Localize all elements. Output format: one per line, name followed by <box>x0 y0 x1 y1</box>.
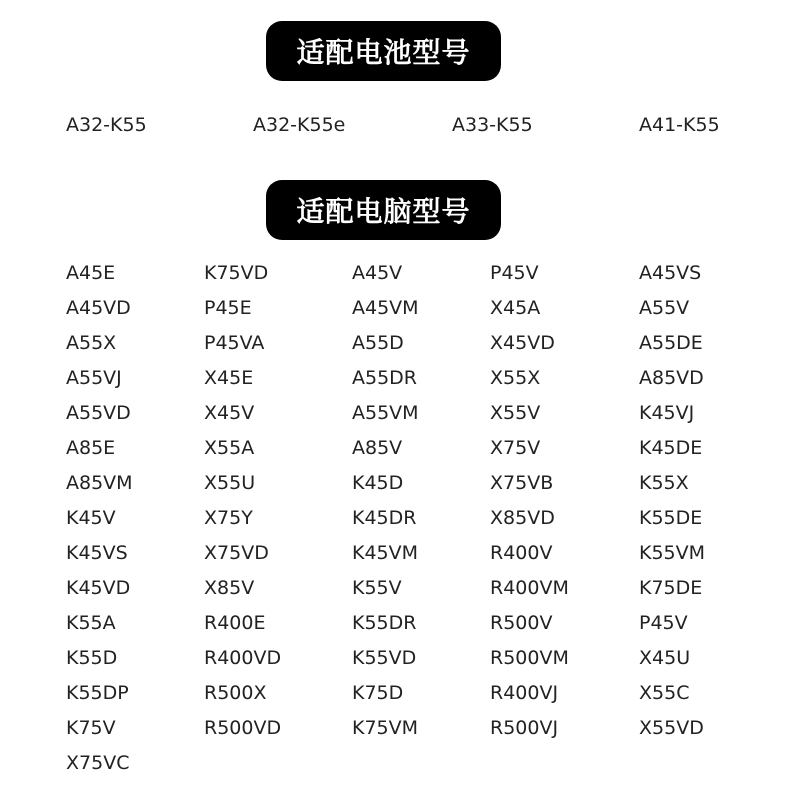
laptop-model-item: X55X <box>490 367 541 389</box>
battery-model-item: A41-K55 <box>639 114 720 136</box>
laptop-model-item: K55A <box>66 612 116 634</box>
laptop-model-item: R400E <box>204 612 266 634</box>
laptop-model-item: X45VD <box>490 332 555 354</box>
battery-model-item: A33-K55 <box>452 114 533 136</box>
laptop-model-item: A55VD <box>66 402 131 424</box>
laptop-model-item: X45U <box>639 647 691 669</box>
laptop-model-item: A45V <box>352 262 403 284</box>
battery-model-list <box>0 111 800 139</box>
laptop-model-item: X55C <box>639 682 690 704</box>
battery-models-heading: 适配电池型号 <box>266 21 501 81</box>
laptop-model-item: K45D <box>352 472 404 494</box>
laptop-model-item: X45V <box>204 402 255 424</box>
laptop-model-item: K45VD <box>66 577 131 599</box>
laptop-model-item: X75VD <box>204 542 269 564</box>
laptop-model-item: X75Y <box>204 507 253 529</box>
laptop-model-item: A55X <box>66 332 117 354</box>
laptop-model-item: K75VD <box>204 262 269 284</box>
laptop-model-item: K45VS <box>66 542 128 564</box>
laptop-model-item: R500VJ <box>490 717 559 739</box>
laptop-model-item: R400VD <box>204 647 282 669</box>
laptop-model-item: K45DE <box>639 437 703 459</box>
laptop-model-item: K55VM <box>639 542 706 564</box>
laptop-model-item: K45V <box>66 507 116 529</box>
laptop-model-item: P45V <box>490 262 539 284</box>
laptop-model-item: K55V <box>352 577 402 599</box>
laptop-model-item: A45VD <box>66 297 131 319</box>
laptop-model-item: K45DR <box>352 507 417 529</box>
laptop-model-item: A85V <box>352 437 403 459</box>
laptop-model-item: X55V <box>490 402 541 424</box>
laptop-model-item: A45E <box>66 262 116 284</box>
laptop-model-item: A55V <box>639 297 690 319</box>
laptop-model-item: A55VM <box>352 402 419 424</box>
laptop-models-heading: 适配电脑型号 <box>266 180 501 240</box>
laptop-model-item: X75VB <box>490 472 554 494</box>
laptop-model-item: X75V <box>490 437 541 459</box>
laptop-model-item: P45E <box>204 297 252 319</box>
laptop-model-item: A55DE <box>639 332 703 354</box>
laptop-model-item: R400VM <box>490 577 569 599</box>
laptop-model-item: K75D <box>352 682 404 704</box>
laptop-model-item: K55X <box>639 472 689 494</box>
laptop-model-item: K45VJ <box>639 402 695 424</box>
laptop-model-item: R500VD <box>204 717 282 739</box>
laptop-model-item: K75VM <box>352 717 419 739</box>
laptop-model-item: K55DP <box>66 682 129 704</box>
laptop-model-item: X75VC <box>66 752 130 774</box>
laptop-model-item: K55DR <box>352 612 417 634</box>
laptop-model-item: R400VJ <box>490 682 559 704</box>
laptop-model-item: X55VD <box>639 717 704 739</box>
laptop-model-grid <box>66 256 766 781</box>
battery-model-item: A32-K55e <box>253 114 346 136</box>
laptop-model-item: K55VD <box>352 647 417 669</box>
laptop-model-item: X45A <box>490 297 541 319</box>
laptop-model-item: X45E <box>204 367 254 389</box>
laptop-model-item: K55DE <box>639 507 703 529</box>
laptop-model-item: X85V <box>204 577 255 599</box>
laptop-model-item: A85E <box>66 437 116 459</box>
laptop-model-item: A55D <box>352 332 404 354</box>
laptop-model-item: X85VD <box>490 507 555 529</box>
laptop-model-item: X55A <box>204 437 255 459</box>
battery-model-item: A32-K55 <box>66 114 147 136</box>
laptop-model-item: R500V <box>490 612 553 634</box>
laptop-model-item: X55U <box>204 472 256 494</box>
laptop-model-item: K75V <box>66 717 116 739</box>
laptop-model-item: A55DR <box>352 367 418 389</box>
laptop-model-item: R400V <box>490 542 553 564</box>
laptop-model-item: K55D <box>66 647 118 669</box>
laptop-model-item: A85VD <box>639 367 704 389</box>
laptop-model-item: A85VM <box>66 472 133 494</box>
laptop-model-item: P45VA <box>204 332 265 354</box>
laptop-model-item: A45VS <box>639 262 702 284</box>
laptop-model-item: K45VM <box>352 542 419 564</box>
laptop-model-item: P45V <box>639 612 688 634</box>
laptop-model-item: A55VJ <box>66 367 122 389</box>
laptop-model-item: R500X <box>204 682 267 704</box>
laptop-model-item: R500VM <box>490 647 569 669</box>
laptop-model-item: A45VM <box>352 297 419 319</box>
laptop-model-item: K75DE <box>639 577 703 599</box>
